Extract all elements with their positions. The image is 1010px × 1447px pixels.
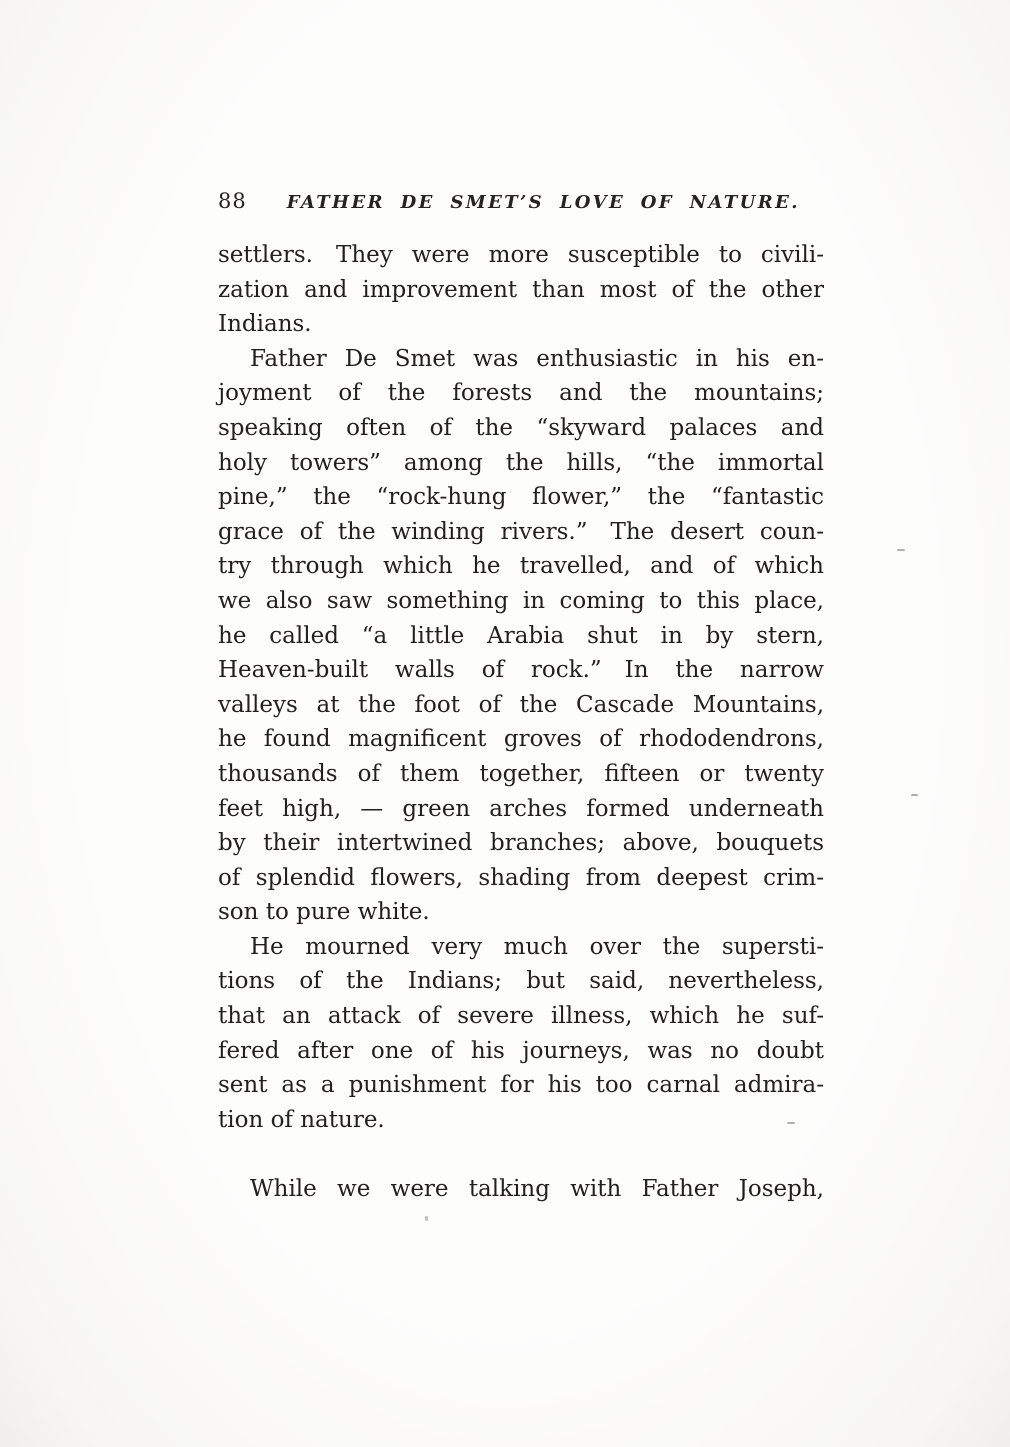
running-title: FATHER DE SMET’S LOVE OF NATURE. (286, 192, 800, 213)
text-line: that an attack of severe illness, which he suf- (218, 1003, 824, 1030)
text-line: grace of the winding rivers.” The desert coun- (218, 518, 824, 545)
text-line: Indians. (218, 311, 312, 338)
scan-artifact (897, 549, 905, 551)
text-line: holy towers” among the hills, “the immortal (218, 449, 824, 476)
text-line: fered after one of his journeys, was no doubt (218, 1037, 824, 1064)
text-line: He mourned very much over the supersti- (250, 933, 824, 960)
paragraph (218, 930, 824, 1138)
text-line: joyment of the forests and the mountains; (218, 380, 824, 407)
text-line: he called “a little Arabia shut in by stern, (218, 622, 824, 649)
scan-artifact (787, 1122, 795, 1124)
text-line: feet high, — green arches formed underneath (218, 795, 824, 822)
scan-artifact (911, 794, 918, 796)
text-line: of splendid flowers, shading from deepest crim- (218, 864, 824, 891)
paragraph (218, 238, 824, 342)
text-line: try through which he travelled, and of which (218, 553, 824, 580)
body-text (218, 238, 824, 1207)
scan-artifact (425, 1216, 428, 1221)
text-line: tion of nature. (218, 1106, 385, 1133)
text-line: tions of the Indians; but said, nevertheless, (218, 968, 824, 995)
text-line: valleys at the foot of the Cascade Mountains, (218, 691, 824, 718)
running-head (218, 189, 828, 213)
paragraph (218, 1172, 824, 1207)
text-line: sent as a punishment for his too carnal admira- (218, 1072, 824, 1099)
text-line: son to pure white. (218, 899, 430, 926)
text-line: settlers. They were more susceptible to civili- (218, 242, 824, 268)
text-line: speaking often of the “skyward palaces and (218, 414, 824, 441)
text-line: thousands of them together, fifteen or twenty (218, 760, 824, 787)
text-line: by their intertwined branches; above, bouquets (218, 830, 824, 857)
text-line: pine,” the “rock-hung flower,” the “fantastic (218, 484, 824, 511)
text-line: zation and improvement than most of the other (218, 276, 824, 303)
text-line: Heaven-built walls of rock.” In the narrow (218, 657, 824, 684)
text-line: Father De Smet was enthusiastic in his en- (250, 345, 824, 372)
text-line: we also saw something in coming to this place, (218, 587, 824, 614)
paragraph (218, 342, 824, 930)
text-line: he found magnificent groves of rhododendrons, (218, 726, 824, 753)
text-line: While we were talking with Father Joseph, (250, 1176, 824, 1203)
page-number: 88 (218, 189, 247, 213)
